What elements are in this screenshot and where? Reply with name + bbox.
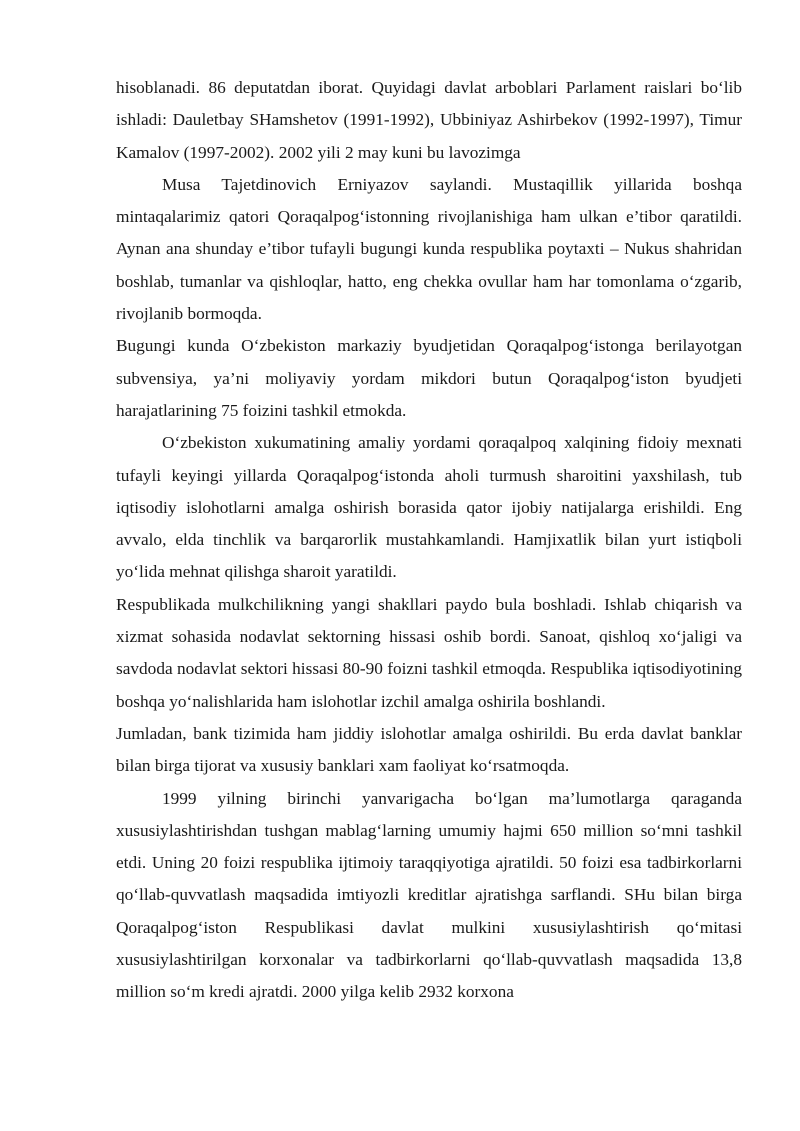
document-body xyxy=(116,72,742,1009)
paragraph: 1999 yilning birinchi yanvarigacha bo‘lgan ma’lumotlarga qaraganda xususiylashtirishdan tushgan mablag‘larning umumiy hajmi 650 million so‘mni tashkil etdi. Uning 20 foizi respublika ijtimoiy taraqqiyotiga ajratildi. 50 foizi esa tadbirkorlarni qo‘llab-quvvatlash maqsadida imtiyozli kreditlar ajratishga sarflandi. SHu bilan birga Qoraqalpog‘iston Respublikasi davlat mulkini xususiylashtirish qo‘mitasi xususiylashtirilgan korxonalar va tadbirkorlarni qo‘llab-quvvatlash maqsadida 13,8 million so‘m kredi ajratdi. 2000 yilga kelib 2932 korxona xyxy=(116,788,742,1002)
paragraph: Respublikada mulkchilikning yangi shakllari paydo bula boshladi. Ishlab chiqarish va xizmat sohasida nodavlat sektorning hissasi oshib bordi. Sanoat, qishloq xo‘jaligi va savdoda nodavlat sektori hissasi 80-90 foizni tashkil etmoqda. Respublika iqtisodiyotining boshqa yo‘nalishlarida ham islohotlar izchil amalga oshirila boshlandi. xyxy=(116,594,742,711)
paragraph: O‘zbekiston xukumatining amaliy yordami qoraqalpoq xalqining fidoiy mexnati tufayli keyingi yillarda Qoraqalpog‘istonda aholi turmush sharoitini yaxshilash, tub iqtisodiy islohotlarni amalga oshirish borasida qator ijobiy natijalarga erishildi. Eng avvalo, elda tinchlik va barqarorlik mustahkamlandi. Hamjixatlik bilan yurt istiqboli yo‘lida mehnat qilishga sharoit yaratildi. xyxy=(116,433,742,582)
paragraph: hisoblanadi. 86 deputatdan iborat. Quyidagi davlat arboblari Parlament raislari bo‘lib ishladi: Dauletbay SHamshetov (1991-1992), Ubbiniyaz Ashirbekov (1992-1997), Timur Kamalov (1997-2002). 2002 yili 2 may kuni bu lavozimga xyxy=(116,78,742,162)
paragraph: Musa Tajetdinovich Erniyazov saylandi. Mustaqillik yillarida boshqa mintaqalarimiz qatori Qoraqalpog‘istonning rivojlanishiga ham ulkan e’tibor qaratildi. Aynan ana shunday e’tibor tufayli bugungi kunda respublika poytaxti – Nukus shahridan boshlab, tumanlar va qishloqlar, hatto, eng chekka ovullar ham har tomonlama o‘zgarib, rivojlanib bormoqda. xyxy=(116,174,742,324)
paragraph: Jumladan, bank tizimida ham jiddiy islohotlar amalga oshirildi. Bu erda davlat banklar bilan birga tijorat va xususiy banklari xam faoliyat ko‘rsatmoqda. xyxy=(116,723,742,776)
paragraph: Bugungi kunda O‘zbekiston markaziy byudjetidan Qoraqalpog‘istonga berilayotgan subvensiya, ya’ni moliyaviy yordam mikdori butun Qoraqalpog‘iston byudjeti harajatlarining 75 foizini tashkil etmokda. xyxy=(116,336,742,420)
